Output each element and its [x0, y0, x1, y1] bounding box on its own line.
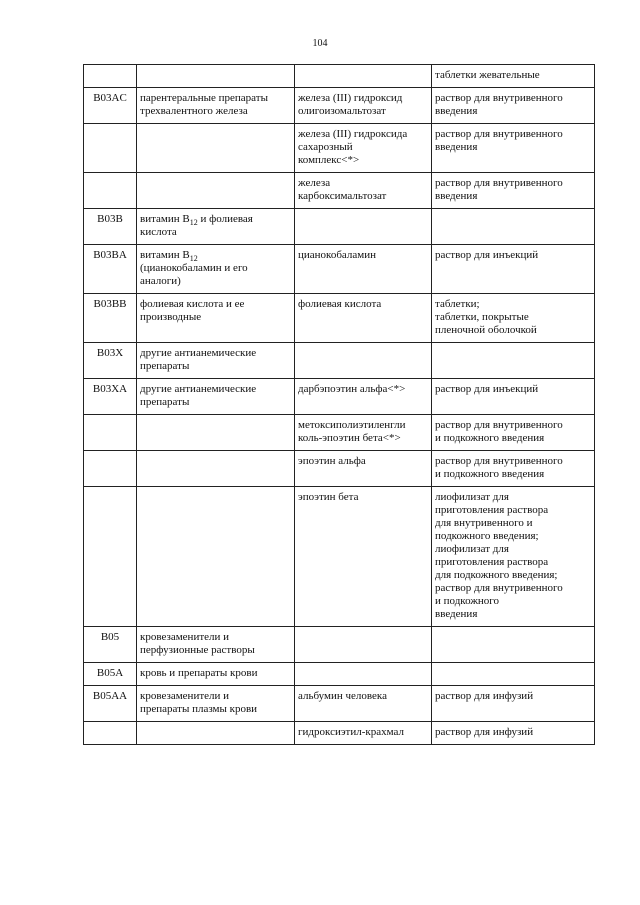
group-line: производные	[140, 311, 202, 323]
anatomic-group-cell	[137, 415, 295, 451]
dosage-form-line: введения	[435, 190, 478, 202]
group-subscript: 12	[189, 218, 198, 228]
group-line: кровь и препараты крови	[140, 667, 258, 679]
group-text: витамин B	[140, 213, 190, 225]
atc-code-cell	[84, 487, 137, 627]
drug-name-line: гидроксиэтил-крахмал	[298, 726, 404, 738]
dosage-form-cell	[432, 415, 595, 451]
dosage-form-line: введения	[435, 105, 478, 117]
anatomic-group-cell	[137, 343, 295, 379]
table-row	[84, 245, 595, 294]
atc-code-cell	[84, 722, 137, 745]
dosage-form-line: таблетки, покрытые	[435, 311, 529, 323]
dosage-form-cell	[432, 487, 595, 627]
dosage-form-line: таблетки;	[435, 298, 480, 310]
dosage-form-line: раствор для инфузий	[435, 690, 534, 702]
anatomic-group-cell	[137, 663, 295, 686]
group-line: фолиевая кислота и ее	[140, 298, 245, 310]
drug-name-cell	[295, 451, 432, 487]
drug-table-body	[84, 65, 595, 745]
group-subscript: 12	[189, 254, 198, 264]
dosage-form-line: приготовления раствора	[435, 504, 549, 516]
dosage-form-cell	[432, 173, 595, 209]
table-row	[84, 722, 595, 745]
dosage-form-cell	[432, 627, 595, 663]
drug-name-line: карбоксимальтозат	[298, 190, 387, 202]
group-line: парентеральные препараты	[140, 92, 268, 104]
atc-code-cell	[84, 627, 137, 663]
anatomic-group-cell	[137, 65, 295, 88]
dosage-form-line: таблетки жевательные	[435, 69, 540, 81]
dosage-form-line: раствор для внутривенного	[435, 419, 563, 431]
group-line: перфузионные растворы	[140, 644, 255, 656]
anatomic-group-cell	[137, 88, 295, 124]
group-line: кровезаменители и	[140, 631, 230, 643]
dosage-form-line: для внутривенного и	[435, 517, 533, 529]
group-line: препараты	[140, 360, 190, 372]
group-line	[140, 213, 291, 226]
group-line: трехвалентного железа	[140, 105, 248, 117]
group-line: препараты	[140, 396, 190, 408]
dosage-form-line: приготовления раствора	[435, 556, 549, 568]
atc-code: B03X	[96, 347, 124, 359]
table-row	[84, 686, 595, 722]
atc-code: B03XA	[92, 383, 128, 395]
group-line: другие антианемические	[140, 383, 257, 395]
dosage-form-cell	[432, 686, 595, 722]
anatomic-group-cell	[137, 686, 295, 722]
dosage-form-cell	[432, 663, 595, 686]
atc-code-cell	[84, 65, 137, 88]
group-line: (цианокобаламин и его	[140, 262, 248, 274]
drug-name-line: цианокобаламин	[298, 249, 377, 261]
dosage-form-cell	[432, 65, 595, 88]
anatomic-group-cell	[137, 245, 295, 294]
atc-code: B03AC	[93, 92, 127, 104]
drug-name-line: эпоэтин бета	[298, 491, 359, 503]
drug-name-line: железа (III) гидроксида	[298, 128, 408, 140]
drug-name-cell	[295, 722, 432, 745]
drug-name-cell	[295, 294, 432, 343]
dosage-form-line: для подкожного введения;	[435, 569, 558, 581]
drug-name-cell	[295, 627, 432, 663]
dosage-form-line: и подкожного введения	[435, 432, 545, 444]
dosage-form-cell	[432, 343, 595, 379]
table-row	[84, 343, 595, 379]
dosage-form-cell	[432, 294, 595, 343]
drug-name-line: коль-эпоэтин бета<*>	[298, 432, 401, 444]
table-row	[84, 415, 595, 451]
drug-name-line: комплекс<*>	[298, 154, 360, 166]
atc-code-cell	[84, 415, 137, 451]
table-row	[84, 663, 595, 686]
dosage-form-cell	[432, 722, 595, 745]
anatomic-group-cell	[137, 379, 295, 415]
dosage-form-line: раствор для внутривенного	[435, 455, 563, 467]
table-row	[84, 65, 595, 88]
anatomic-group-cell	[137, 173, 295, 209]
drug-name-line: дарбэпоэтин альфа<*>	[298, 383, 406, 395]
atc-code-cell	[84, 686, 137, 722]
drug-name-cell	[295, 124, 432, 173]
drug-name-line: метоксиполиэтиленгли	[298, 419, 406, 431]
atc-code-cell	[84, 294, 137, 343]
anatomic-group-cell	[137, 451, 295, 487]
dosage-form-line: раствор для внутривенного	[435, 92, 563, 104]
atc-code-cell	[84, 451, 137, 487]
table-row	[84, 209, 595, 245]
drug-table	[83, 64, 595, 745]
table-row	[84, 173, 595, 209]
atc-code: B05AA	[92, 690, 128, 702]
table-row	[84, 451, 595, 487]
dosage-form-line: раствор для инъекций	[435, 383, 539, 395]
group-line: другие антианемические	[140, 347, 257, 359]
dosage-form-line: раствор для инъекций	[435, 249, 539, 261]
drug-name-line: железа (III) гидроксид	[298, 92, 403, 104]
dosage-form-line: и подкожного	[435, 595, 500, 607]
table-row	[84, 88, 595, 124]
dosage-form-line: введения	[435, 608, 478, 620]
table-row	[84, 379, 595, 415]
drug-name-line: фолиевая кислота	[298, 298, 382, 310]
dosage-form-cell	[432, 124, 595, 173]
atc-code: B03BA	[93, 249, 127, 261]
drug-name-cell	[295, 487, 432, 627]
drug-name-cell	[295, 343, 432, 379]
dosage-form-cell	[432, 451, 595, 487]
dosage-form-cell	[432, 245, 595, 294]
atc-code: B03B	[97, 213, 123, 225]
dosage-form-line: раствор для внутривенного	[435, 177, 563, 189]
group-line: препараты плазмы крови	[140, 703, 258, 715]
drug-name-line: сахарозный	[298, 141, 353, 153]
group-text: витамин B	[140, 249, 190, 261]
atc-code-cell	[84, 379, 137, 415]
dosage-form-cell	[432, 209, 595, 245]
anatomic-group-cell	[137, 124, 295, 173]
dosage-form-line: подкожного введения;	[435, 530, 539, 542]
dosage-form-line: раствор для инфузий	[435, 726, 534, 738]
drug-name-cell	[295, 686, 432, 722]
atc-code-cell	[84, 209, 137, 245]
dosage-form-line: раствор для внутривенного	[435, 128, 563, 140]
drug-name-cell	[295, 663, 432, 686]
dosage-form-line: раствор для внутривенного	[435, 582, 563, 594]
atc-code-cell	[84, 124, 137, 173]
group-line: аналоги)	[140, 275, 181, 287]
group-line: кислота	[140, 226, 177, 238]
atc-code: B05A	[96, 667, 124, 679]
dosage-form-cell	[432, 379, 595, 415]
dosage-form-line: пленочной оболочкой	[435, 324, 537, 336]
dosage-form-line: введения	[435, 141, 478, 153]
drug-name-line: олигоизомальтозат	[298, 105, 386, 117]
dosage-form-line: и подкожного введения	[435, 468, 545, 480]
drug-name-line: железа	[298, 177, 331, 189]
drug-name-line: альбумин человека	[298, 690, 387, 702]
drug-name-cell	[295, 173, 432, 209]
table-row	[84, 627, 595, 663]
anatomic-group-cell	[137, 209, 295, 245]
dosage-form-line: лиофилизат для	[435, 543, 509, 555]
atc-code-cell	[84, 173, 137, 209]
drug-name-cell	[295, 415, 432, 451]
table-row	[84, 124, 595, 173]
group-line	[140, 249, 291, 262]
table-row	[84, 294, 595, 343]
drug-name-cell	[295, 88, 432, 124]
atc-code-cell	[84, 343, 137, 379]
dosage-form-line: лиофилизат для	[435, 491, 509, 503]
anatomic-group-cell	[137, 487, 295, 627]
anatomic-group-cell	[137, 722, 295, 745]
anatomic-group-cell	[137, 627, 295, 663]
drug-name-line: эпоэтин альфа	[298, 455, 366, 467]
group-line: кровезаменители и	[140, 690, 230, 702]
page-number: 104	[312, 38, 328, 49]
atc-code-cell	[84, 245, 137, 294]
drug-name-cell	[295, 379, 432, 415]
atc-code-cell	[84, 663, 137, 686]
drug-name-cell	[295, 65, 432, 88]
atc-code: B05	[100, 631, 120, 643]
atc-code-cell	[84, 88, 137, 124]
anatomic-group-cell	[137, 294, 295, 343]
table-row	[84, 487, 595, 627]
atc-code: B03BB	[93, 298, 127, 310]
group-text: и фолиевая	[197, 213, 253, 225]
dosage-form-cell	[432, 88, 595, 124]
drug-name-cell	[295, 245, 432, 294]
drug-name-cell	[295, 209, 432, 245]
